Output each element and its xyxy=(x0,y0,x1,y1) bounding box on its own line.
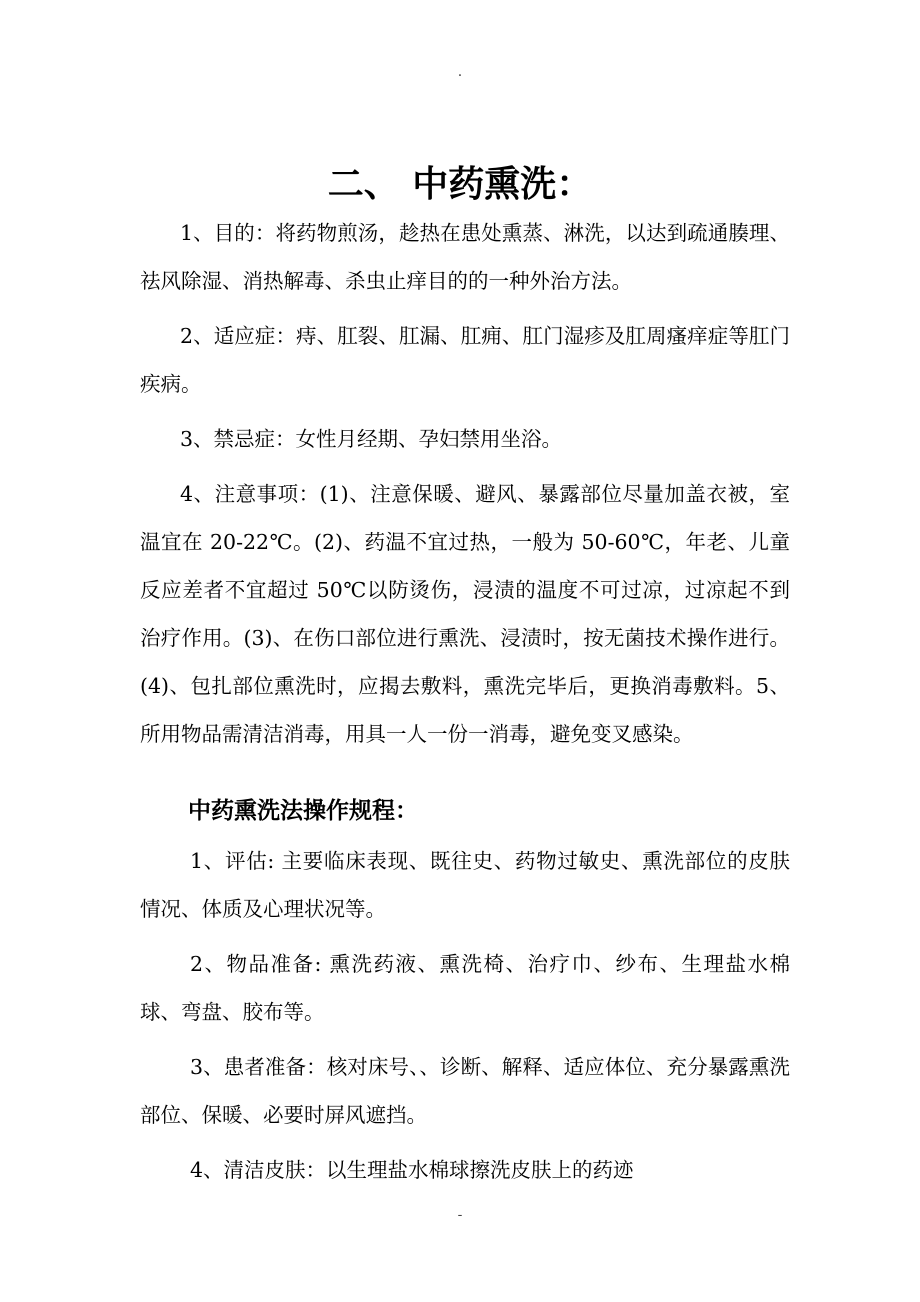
paragraph-purpose: 1、目的：将药物煎汤，趁热在患处熏蒸、淋洗，以达到疏通腠理、祛风除湿、消热解毒、杀虫止痒目的的一种外治方法。 xyxy=(140,221,790,293)
paragraph-indications: 2、适应症：痔、肛裂、肛漏、肛痈、肛门湿疹及肛周瘙痒症等肛门疾病。 xyxy=(140,324,790,396)
paragraph-precautions: 4、注意事项：(1)、注意保暖、避风、暴露部位尽量加盖衣被，室温宜在 20-22℃。(2)、药温不宜过热，一般为 50-60℃，年老、儿童反应差者不宜超过 50℃以防烫伤，浸渍的温度不可过凉，过凉起不到治疗作用。(3)、在伤口部位进行熏洗、浸渍时，按无菌技术操作进行。(4)、包扎部位熏洗时，应揭去敷料，熏洗完毕后，更换消毒敷料。5、所用物品需清洁消毒，用具一人一份一消毒，避免变叉感染。 xyxy=(140,482,790,746)
footer-mark: - xyxy=(457,1207,463,1223)
section-intro xyxy=(140,209,790,758)
paragraph-assessment: 1、评估: 主要临床表现、既往史、药物过敏史、熏洗部位的皮肤情况、体质及心理状况等。 xyxy=(140,849,790,921)
header-mark: . xyxy=(457,64,463,80)
section-procedure xyxy=(140,837,790,1194)
section-subtitle: 中药熏洗法操作规程： xyxy=(188,798,418,824)
page-title: 二、 中药熏洗： xyxy=(327,164,593,205)
paragraph-skin-cleaning: 4、清洁皮肤：以生理盐水棉球擦洗皮肤上的药迹 xyxy=(190,1158,634,1182)
paragraph-supplies: 2、物品准备: 熏洗药液、熏洗椅、治疗巾、纱布、生理盐水棉球、弯盘、胶布等。 xyxy=(140,952,790,1024)
paragraph-patient-prep: 3、患者准备：核对床号、、诊断、解释、适应体位、充分暴露熏洗部位、保暖、必要时屏风遮挡。 xyxy=(140,1055,790,1127)
paragraph-contraindications: 3、禁忌症：女性月经期、孕妇禁用坐浴。 xyxy=(180,427,563,451)
